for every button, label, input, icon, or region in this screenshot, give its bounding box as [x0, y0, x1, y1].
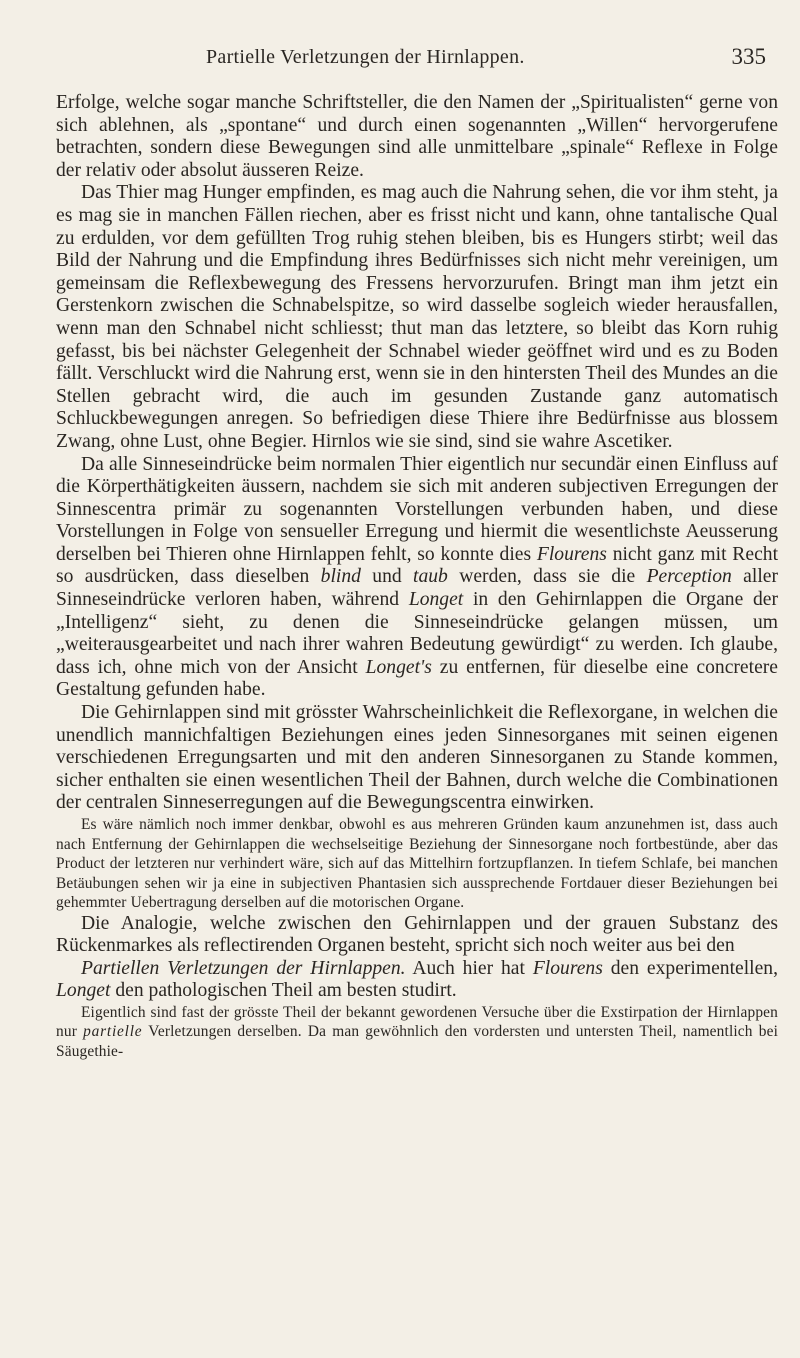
running-title: Partielle Verletzungen der Hirnlappen. — [206, 46, 525, 68]
page-number: 335 — [731, 44, 766, 69]
small-print-note-1: Es wäre nämlich noch immer denkbar, obwohl es aus mehreren Gründen kaum anzunehmen ist, dass auch nach Entfernung der Gehirnlappen die wechselseitige Beziehung der Sinnesorgane noch fortbestünde, aber das Product der letzteren nur verhindert wäre, sich auf das Mittelhirn fortzupflanzen. In tiefem Schlafe, bei manchen Betäubungen sehen wir ja eine in subjectiven Phantasien sich aussprechende Fortdauer dieser Beziehungen bei gehemmter Uebertragung derselben auf die motorischen Organe. — [56, 816, 778, 911]
paragraph-1: Erfolge, welche sogar manche Schriftsteller, die den Namen der „Spiritualisten“ gerne von sich ablehnen, als „spontane“ und durch einen sogenannten „Willen“ hervorgerufene betrachten, sondern diese Bewegungen sind alle unmittelbare „spinale“ Reflexe in Folge der relativ oder absolut äusseren Reize. — [56, 92, 778, 181]
text-run: den pathologischen Theil am besten studirt. — [110, 980, 457, 1002]
text-run: Eigentlich sind fast der grösste Theil der bekannt gewordenen Versuche über die Exstirpation der Hirnlappen nur — [56, 1003, 778, 1041]
text-run: Da alle Sinneseindrücke beim normalen Thier eigentlich nur secundär einen Einfluss auf die Körperthätigkeiten äussern, nachdem sie sich mit anderen subjectiven Erregungen der Sinnescentra primär zu sogenannten Vorstellungen verbunden haben, und diese Vorstellungen in Folge von sensueller Erregung und hiermit die wesentlichste Aeusserung derselben bei Thieren ohne Hirnlappen fehlt, so konnte dies — [56, 453, 778, 565]
page-header — [56, 46, 778, 82]
emphasis-perception: Perception — [646, 566, 732, 588]
section-heading-line — [56, 958, 778, 1003]
emphasis-partielle: partielle — [83, 1023, 143, 1041]
small-print-note-2 — [56, 1003, 778, 1062]
text-run: in den Gehirnlappen die Organe der „Intelligenz“ sieht, zu denen die Sinneseindrücke gelangen müssen, um „weiterausgearbeitet und nach ihrer wahren Bedeutung gewürdigt“ zu werden. Ich glaube, dass ich, ohne mich von der Ansicht — [56, 589, 779, 678]
paragraph-2: Das Thier mag Hunger empfinden, es mag auch die Nahrung sehen, die vor ihm steht, ja es mag sie in manchen Fällen riechen, aber es frisst nicht und kann, ohne tantalische Qual zu erdulden, vor dem gefüllten Trog ruhig stehen bleiben, bis es Hungers stirbt; weil das Bild der Nahrung und die Empfindung ihres Bedürfnisses sich nicht mehr vereinigen, um gemeinsam die Reflexbewegung des Fressens hervorzurufen. Bringt man ihm jetzt ein Gerstenkorn zwischen die Schnabelspitze, so wird dasselbe sogleich wieder herausfallen, wenn man den Schnabel nicht schliesst; thut man das letztere, so bleibt das Korn ruhig gefasst, bis bei nächster Gelegenheit der Schnabel wieder geöffnet wird und es zu Boden fällt. Verschluckt wird die Nahrung erst, wenn sie in den hintersten Theil des Mundes an die Stellen gebracht wird, die auch im gesunden Zustande ganz automatisch Schluckbewegungen anregen. So befriedigen diese Thiere ihre Bedürfnisse aus blossem Zwang, ohne Lust, ohne Begier. Hirnlos wie sie sind, sind sie wahre Ascetiker. — [56, 182, 778, 452]
author-longets: Longet's — [365, 656, 432, 678]
author-flourens: Flourens — [532, 957, 603, 979]
text-run: nicht ganz mit Recht so ausdrücken, dass dieselben — [56, 543, 779, 588]
main-text — [56, 92, 778, 1061]
text-run: aller Sinneseindrücke verloren haben, während — [56, 566, 778, 611]
paragraph-3 — [56, 454, 778, 703]
text-run: den experimentellen, — [602, 957, 779, 979]
text-run: Die Analogie, welche zwischen den Gehirnlappen und der grauen Substanz des Rückenmarkes als reflectirenden Organen besteht, spricht sich noch weiter aus bei den — [56, 912, 778, 957]
paragraph-5 — [56, 913, 778, 958]
text-run: und — [360, 566, 414, 588]
author-longet: Longet — [408, 589, 464, 611]
section-heading: Partiellen Verletzungen der Hirnlappen. — [81, 957, 406, 979]
emphasis-blind: blind — [320, 566, 361, 588]
text-run: Verletzungen derselben. Da man gewöhnlich den vordersten und untersten Theil, namentlich bei Säugethie- — [56, 1023, 778, 1060]
text-run: werden, dass sie die — [447, 566, 647, 588]
author-longet: Longet — [56, 980, 111, 1002]
text-run: Auch hier hat — [405, 957, 533, 979]
paragraph-4: Die Gehirnlappen sind mit grösster Wahrscheinlichkeit die Reflexorgane, in welchen die unendlich mannichfaltigen Beziehungen eines jeden Sinnesorganes mit seinen eigenen verschiedenen Erregungsarten und mit den anderen Sinnesorganen zu Stande kommen, sicher enthalten sie einen wesentlichen Theil der Bahnen, durch welche die Combinationen der centralen Sinneserregungen auf die Bewegungscentra einwirken. — [56, 702, 778, 814]
emphasis-taub: taub — [413, 566, 448, 588]
text-run: zu entfernen, für dieselbe eine concretere Gestaltung gefunden habe. — [56, 656, 778, 701]
author-flourens: Flourens — [536, 543, 607, 565]
